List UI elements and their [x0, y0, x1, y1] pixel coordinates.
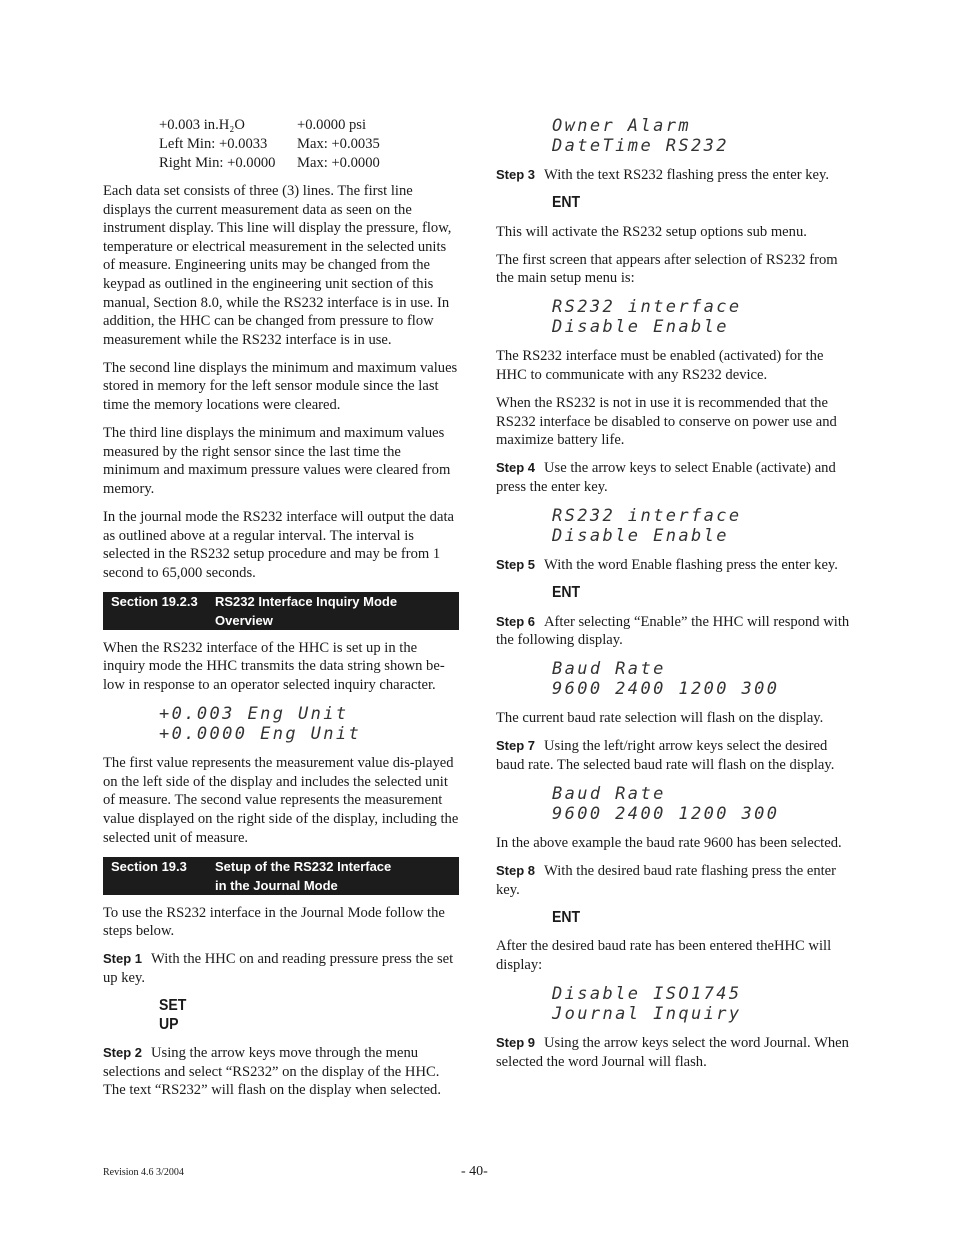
- table-cell: +0.0000 psi: [297, 117, 367, 133]
- page-number: - 40-: [461, 1164, 488, 1179]
- table-cell: +0.003 in.H₂O: [159, 117, 245, 133]
- table-row: [159, 116, 380, 135]
- paragraph: The second line displays the minimum and maximum values stored in memory for the left sensor module since the last time the memory locations were cleared.: [103, 359, 458, 414]
- paragraph: The first screen that appears after selection of RS232 from the main setup menu is:: [496, 251, 838, 287]
- paragraph: In the above example the baud rate 9600 has been selected.: [496, 835, 842, 852]
- step-text: Use the arrow keys to select Enable (activate) and press the enter key.: [496, 460, 836, 495]
- lcd-line: DateTime RS232: [552, 136, 729, 156]
- step-9: [496, 1034, 856, 1071]
- step-text: Using the arrow keys move through the menu selections and select “RS232” on the display of the HHC. The text “RS232” will flash on the display when selected.: [103, 1045, 442, 1099]
- section-title: [215, 857, 459, 895]
- step-label: Step 4: [496, 460, 536, 476]
- key-label: SET: [159, 997, 187, 1014]
- lcd-line: Disable Enable: [552, 526, 729, 547]
- step-text: With the HHC on and reading pressure press the set up key.: [103, 951, 454, 986]
- paragraph: In the journal mode the RS232 interface will output the data as outlined above at a regular interval. The interval is selected in the RS232 setup procedure and may be from 1 second to 65,000 seconds.: [103, 509, 454, 581]
- section-title-line: Overview: [215, 612, 273, 628]
- step-label: Step 5: [496, 557, 536, 573]
- lcd-line: 9600 2400 1200 300: [552, 804, 780, 825]
- step-3: [496, 166, 856, 185]
- section-title-line: Setup of the RS232 Interface: [215, 858, 392, 874]
- step-label: Step 7: [496, 738, 536, 754]
- lcd-display: [552, 984, 856, 1024]
- section-header: [103, 592, 459, 630]
- step-6: [496, 613, 856, 650]
- data-sample-table: [159, 116, 380, 173]
- lcd-line: Disable ISO1745: [552, 984, 742, 1005]
- paragraph: The RS232 interface must be enabled (activated) for the HHC to communicate with any RS232 device.: [496, 348, 824, 383]
- table-cell: Left Min: +0.0033: [159, 136, 268, 152]
- lcd-display: [552, 506, 856, 546]
- section-header: [103, 857, 459, 895]
- step-label: Step 9: [496, 1035, 536, 1051]
- right-column: [496, 116, 856, 1081]
- step-label: Step 2: [103, 1045, 143, 1060]
- step-text: Using the left/right arrow keys select the desired baud rate. The selected baud rate will flash on the display.: [496, 738, 835, 773]
- revision-footer: Revision 4.6 3/2004: [103, 1167, 184, 1178]
- lcd-line: Baud Rate: [552, 784, 666, 805]
- table-cell: Right Min: +0.0000: [159, 155, 276, 171]
- section-title: [215, 592, 459, 630]
- paragraph: The first value represents the measurement value dis-played on the left side of the display and includes the selected unit of measure. The second value represents the measurement value displayed on the right side of the display, including the selected unit of measure.: [103, 755, 459, 846]
- lcd-line: Disable Enable: [552, 317, 729, 338]
- step-2: [103, 1044, 459, 1100]
- lcd-line: Journal Inquiry: [552, 1004, 742, 1025]
- paragraph: When the RS232 is not in use it is recommended that the RS232 interface be disabled to conserve on power use and maximize battery life.: [496, 395, 837, 449]
- lcd-display: [159, 704, 459, 744]
- step-text: With the word Enable flashing press the enter key.: [544, 557, 838, 574]
- ent-key: ENT: [552, 908, 581, 926]
- lcd-line: Baud Rate: [552, 659, 666, 680]
- lcd-line: Owner Alarm: [552, 116, 691, 136]
- step-4: [496, 459, 856, 496]
- step-text: With the text RS232 flashing press the enter key.: [544, 167, 830, 183]
- step-label: Step 8: [496, 863, 536, 879]
- set-up-key: [159, 997, 423, 1034]
- paragraph: When the RS232 interface of the HHC is set up in the inquiry mode the HHC transmits the data string shown be-low in response to an operator selected inquiry character.: [103, 639, 445, 694]
- section-number: Section 19.3: [111, 858, 187, 874]
- paragraph: This will activate the RS232 setup options sub menu.: [496, 223, 807, 240]
- table-row: [159, 154, 380, 173]
- paragraph: To use the RS232 interface in the Journal Mode follow the steps below.: [103, 904, 445, 940]
- step-text: With the desired baud rate flashing press the enter key.: [496, 863, 837, 898]
- lcd-display: [552, 659, 856, 699]
- key-label: UP: [159, 1015, 179, 1033]
- paragraph: The current baud rate selection will flash on the display.: [496, 710, 824, 727]
- lcd-display: [552, 297, 856, 337]
- ent-key: ENT: [552, 194, 581, 212]
- section-title-line: RS232 Interface Inquiry Mode: [215, 593, 398, 609]
- paragraph: After the desired baud rate has been entered theHHC will display:: [496, 938, 832, 973]
- paragraph: The third line displays the minimum and maximum values measured by the right sensor since the last time the minimum and maximum pressure values were cleared from memory.: [103, 425, 451, 497]
- step-1: [103, 950, 459, 987]
- lcd-line: 9600 2400 1200 300: [552, 679, 780, 700]
- table-row: [159, 135, 380, 154]
- left-column: [103, 116, 459, 1109]
- lcd-line: +0.0000 Eng Unit: [159, 724, 362, 745]
- lcd-display: [552, 784, 856, 824]
- step-5: [496, 556, 856, 575]
- step-7: [496, 737, 856, 774]
- table-cell: Max: +0.0035: [297, 136, 380, 152]
- step-label: Step 3: [496, 167, 536, 182]
- step-text: After selecting “Enable” the HHC will respond with the following display.: [496, 613, 850, 649]
- step-text: Using the arrow keys select the word Journal. When selected the word Journal will flash.: [496, 1035, 849, 1070]
- lcd-line: RS232 interface: [552, 506, 742, 527]
- step-8: [496, 862, 856, 899]
- ent-key: ENT: [552, 584, 581, 602]
- step-label: Step 6: [496, 613, 536, 629]
- step-label: Step 1: [103, 951, 143, 967]
- paragraph: Each data set consists of three (3) lines. The first line displays the current measurement data as seen on the instrument display. This line will display the pressure, flow, temperature or electrical measurement in the selected units of measure. Engineering units may be changed from the keypad as outlined in the engineering unit section of this manual, Section 8.0, while the RS232 interface is in use. In addition, the HHC can be changed from pressure to flow measurement while the RS232 interface is in use.: [103, 183, 452, 348]
- section-number: Section 19.2.3: [111, 593, 198, 609]
- section-title-line: in the Journal Mode: [215, 877, 338, 893]
- lcd-line: RS232 interface: [552, 297, 742, 318]
- lcd-line: +0.003 Eng Unit: [159, 704, 349, 725]
- table-cell: Max: +0.0000: [297, 155, 380, 171]
- lcd-display: [552, 116, 856, 156]
